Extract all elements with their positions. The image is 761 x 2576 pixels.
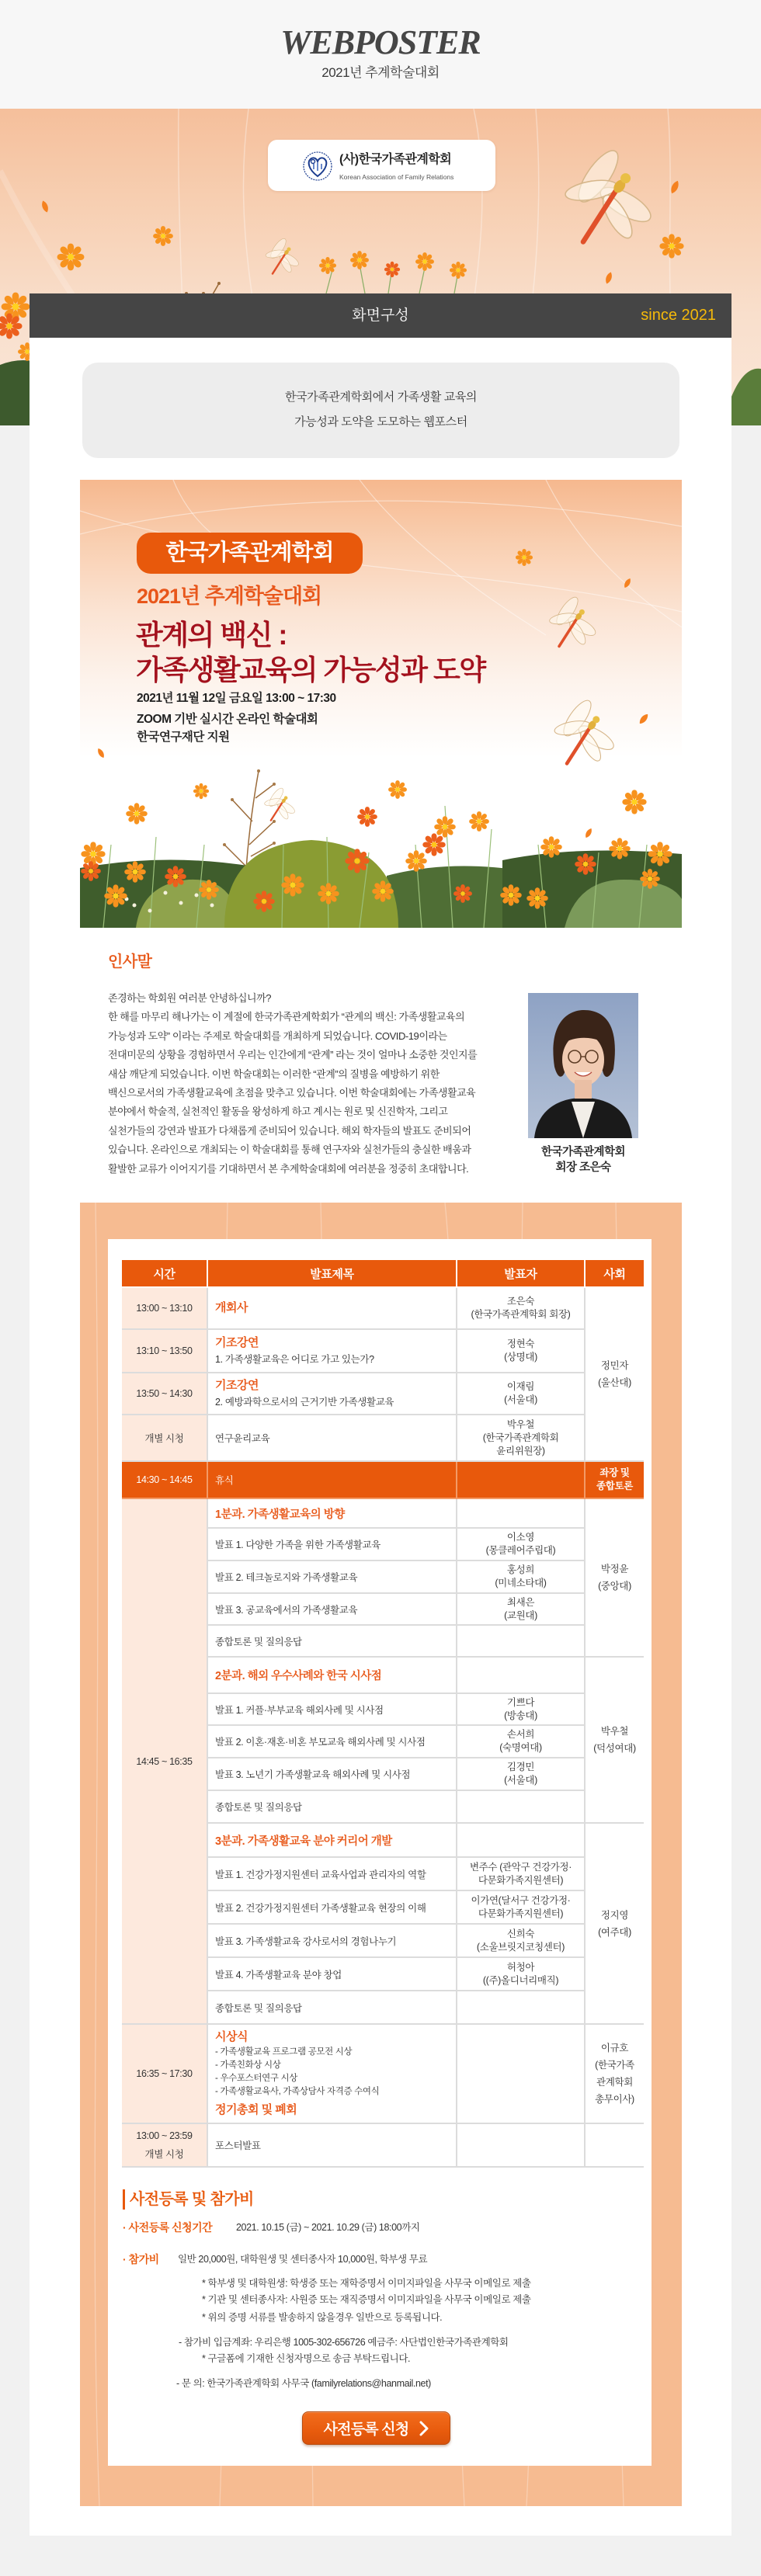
presenter-affiliation: (한국가족관계학회: [482, 1432, 559, 1443]
presenter-cell: [457, 1561, 585, 1593]
talk-title: 발표 3. 공교육에서의 가족생활교육: [207, 1593, 457, 1625]
page-header: [0, 0, 761, 109]
presenter-affiliation: (서울대): [504, 1775, 537, 1786]
greeting-line: 실천가들의 강연과 발표가 다채롭게 준비되어 있습니다. 해외 학자들의 발표도 준비되어: [108, 1124, 471, 1137]
time-cell: 13:50 ~ 14:30: [122, 1373, 207, 1415]
talk-title: 발표 3. 가족생활교육 강사로서의 경험나누기: [207, 1924, 457, 1957]
presenter-affiliation: (상명대): [504, 1352, 537, 1363]
moderator-affiliation: (여주대): [598, 1926, 631, 1938]
talk-title: 발표 4. 가족생활교육 분야 창업: [207, 1957, 457, 1991]
talk-title: 발표 2. 건강가정지원센터 가족생활교육 현장의 이해: [207, 1890, 457, 1924]
presenter-name: 홍성희: [506, 1564, 535, 1575]
presenter-cell: [457, 1657, 585, 1693]
title-cell: 휴식: [207, 1461, 457, 1498]
title-cell: [207, 1287, 457, 1329]
heading-accent-bar: [123, 2189, 125, 2210]
talk-title: 발표 1. 커플·부부교육 해외사례 및 시사점: [207, 1693, 457, 1725]
presenter-affiliation: 윤리위원장): [496, 1445, 545, 1456]
presenter-cell: [457, 2123, 585, 2167]
keynote-title: 1. 가족생활교육은 어디로 가고 있는가?: [215, 1354, 374, 1365]
program-section: [80, 1203, 682, 2506]
greeting-line: 존경하는 학회원 여러분 안녕하십니까?: [108, 992, 271, 1004]
discussion-title: 종합토론 및 질의응답: [207, 1790, 457, 1823]
registration-period-value: 2021. 10.15 (금) ~ 2021. 10.29 (금) 18:00까지: [236, 2222, 420, 2233]
chevron-right-icon: [419, 2421, 429, 2436]
presenter-cell: [457, 1991, 585, 2024]
family-emblem-icon: [302, 151, 333, 182]
time-cell: 16:35 ~ 17:30: [122, 2024, 207, 2123]
presenter-affiliation: ((주)올디너리매직): [482, 1974, 559, 1986]
greeting-line: 분야에서 학술적, 실천적인 활동을 왕성하게 하고 계시는 원로 및 신진학자, 그리고: [108, 1106, 448, 1118]
column-header-moderator: 사회: [585, 1260, 644, 1287]
time-range: 13:00 ~ 23:59: [136, 2130, 193, 2141]
preregister-button[interactable]: [302, 2411, 450, 2445]
moderator-cell: [585, 1498, 644, 1657]
column-header-time: 시간: [122, 1260, 207, 1287]
presenter-cell: [457, 1693, 585, 1725]
greeting-line: 한 해를 마무리 해나가는 이 계절에 한국가족관계학회가 “관계의 백신: 가족생활교육의: [108, 1011, 465, 1023]
event-name: 2021년 추계학술대회: [137, 585, 322, 608]
since-label: since 2021: [641, 307, 716, 324]
moderator-cell: [585, 1657, 644, 1823]
session-title: 3분과. 가족생활교육 분야 커리어 개발: [207, 1823, 457, 1857]
presenter-affiliation: (소울브릿지코칭센터): [476, 1941, 565, 1953]
presenter-cell: [457, 1857, 585, 1890]
table-row: [122, 1329, 644, 1373]
moderator-affiliation: (중앙대): [598, 1581, 631, 1592]
section-title-bar: [30, 293, 731, 338]
presenter-affiliation: 다문화가족지원센터): [478, 1908, 564, 1919]
presenter-name: 조은숙: [506, 1296, 535, 1307]
presenter-name: 변주수 (관악구 건강가정·: [469, 1861, 572, 1873]
moderator-name: 정민자: [600, 1360, 629, 1371]
session-header-row: [122, 1498, 644, 1528]
registration-heading: 사전등록 및 참가비: [130, 2191, 254, 2208]
greeting-line: 전대미문의 상황을 경험하면서 우리는 인간에게 “관계” 라는 것이 얼마나 소중한 것인지를: [108, 1049, 478, 1061]
keynote-title: 2. 예방과학으로서의 근거기반 가족생활교육: [215, 1397, 394, 1408]
presenter-affiliation: (숙명여대): [499, 1742, 542, 1753]
fee-label: · 참가비: [123, 2253, 159, 2265]
presenter-name: 손서희: [506, 1729, 535, 1740]
registration-period-label: · 사전등록 신청기간: [123, 2221, 213, 2234]
presenter-name: 허청아: [506, 1961, 535, 1973]
break-row: [122, 1461, 644, 1498]
moderator-role: 좌장 및: [599, 1467, 630, 1478]
organization-badge: 한국가족관계학회: [137, 533, 363, 574]
time-note: 개별 시청: [144, 2149, 184, 2160]
presenter-name: 이소영: [506, 1532, 535, 1543]
site-title: WEBPOSTER: [280, 23, 481, 61]
presenter-cell: [457, 1528, 585, 1561]
moderator-affiliation: 총무이사): [595, 2094, 634, 2105]
closing-label: 정기총회 및 폐회: [215, 2103, 297, 2116]
table-row: [122, 1287, 644, 1329]
moderator-name: 박정윤: [600, 1564, 629, 1574]
table-row: [122, 1415, 644, 1461]
presenter-affiliation: (미네소타대): [495, 1578, 547, 1588]
title-cell: [207, 1373, 457, 1415]
talk-title: 발표 1. 다양한 가족을 위한 가족생활교육: [207, 1528, 457, 1561]
greeting-line: 백신으로서의 가족생활교육에 초점을 맞추고 있습니다. 이번 학술대회에는 가족생활교육: [108, 1087, 476, 1099]
title-cell: [207, 2024, 457, 2123]
presenter-name: 최새은: [506, 1596, 535, 1608]
opening-label: 개회사: [215, 1301, 248, 1314]
talk-title: 발표 1. 건강가정지원센터 교육사업과 관리자의 역할: [207, 1857, 457, 1890]
title-cell: 연구윤리교육: [207, 1415, 457, 1461]
event-poster: [80, 480, 682, 928]
moderator-role: 종합토론: [596, 1481, 633, 1491]
moderator-affiliation: (한국가족: [595, 2060, 634, 2071]
award-list: [215, 2046, 456, 2099]
time-cell: 13:10 ~ 13:50: [122, 1329, 207, 1373]
moderator-cell: [585, 2024, 644, 2123]
title-cell: [207, 1329, 457, 1373]
time-cell: 14:45 ~ 16:35: [122, 1498, 207, 2024]
presenter-cell: [457, 1461, 585, 1498]
moderator-cell: [585, 1287, 644, 1461]
talk-title: 발표 3. 노년기 가족생활교육 해외사례 및 시사점: [207, 1758, 457, 1790]
event-support: 한국연구재단 지원: [137, 731, 230, 744]
presenter-cell: [457, 1373, 585, 1415]
column-header-title: 발표제목: [207, 1260, 457, 1287]
award-item: - 가족친화상 시상: [215, 2060, 281, 2070]
program-table: [122, 1260, 644, 2168]
title-cell: 포스터발표: [207, 2123, 457, 2167]
presenter-name: 신희숙: [506, 1928, 535, 1939]
presenter-name: 정현숙: [506, 1338, 535, 1349]
association-name-korean: (사)한국가족관계학회: [339, 153, 452, 166]
presenter-affiliation: (방송대): [504, 1710, 537, 1721]
caption-organization: 한국가족관계학회: [540, 1146, 626, 1158]
greeting-line: 활발한 교류가 이어지기를 기대하면서 본 추계학술대회에 여러분을 정중히 초대합니다.: [108, 1162, 469, 1175]
presenter-affiliation: (교원대): [504, 1609, 537, 1621]
talk-title: 발표 2. 테크놀로지와 가족생활교육: [207, 1561, 457, 1593]
greeting-line: 새삼 깨닫게 되었습니다. 이번 학술대회는 이러한 “관계”의 질병을 예방하기 위한: [108, 1068, 440, 1080]
presenter-affiliation: (서울대): [504, 1394, 537, 1405]
greeting-line: 있습니다. 온라인으로 개최되는 이 학술대회를 통해 연구자와 실천가들의 충실한 배움과: [108, 1144, 471, 1156]
moderator-name: 박우철: [600, 1726, 629, 1737]
moderator-name: 이규호: [600, 2043, 629, 2054]
intro-summary-box: [82, 363, 679, 458]
table-header-row: [122, 1260, 644, 1287]
poster-title-line2: 가족생활교육의 가능성과 도약: [136, 654, 485, 686]
fee-note: * 위의 증명 서류를 발송하지 않을경우 일반으로 등록됩니다.: [202, 2312, 443, 2323]
session-title: 1분과. 가족생활교육의 방향: [207, 1498, 457, 1528]
fee-note: * 학부생 및 대학원생: 학생증 또는 재학증명서 이미지파일을 사무국 이메일로 제출: [202, 2278, 531, 2289]
session-title: 2분과. 해외 우수사례와 한국 시사점: [207, 1657, 457, 1693]
presenter-affiliation: 다문화가족지원센터): [478, 1874, 564, 1886]
presenter-cell: [457, 1498, 585, 1528]
payment-note: * 구글폼에 기재한 신청자명으로 송금 부탁드립니다.: [202, 2353, 411, 2364]
fee-value: 일반 20,000원, 대학원생 및 센터종사자 10,000원, 학부생 무료: [178, 2254, 428, 2265]
award-item: - 우수포스터연구 시상: [215, 2074, 297, 2083]
moderator-cell: [585, 1823, 644, 2024]
presenter-name: 김경민: [506, 1762, 535, 1772]
talk-title: 발표 2. 이혼·재혼·비혼 부모교육 해외사례 및 시사점: [207, 1725, 457, 1758]
president-caption: [528, 1144, 638, 1175]
column-header-presenter: 발표자: [457, 1260, 585, 1287]
time-cell: 13:00 ~ 13:10: [122, 1287, 207, 1329]
time-cell: [122, 2123, 207, 2167]
award-item: - 가족생활교육사, 가족상담사 자격증 수여식: [215, 2087, 380, 2096]
presenter-name: 기쁘다: [506, 1696, 535, 1708]
presenter-cell: [457, 1593, 585, 1625]
intro-line: 가능성과 도약을 도모하는 웹포스터: [294, 415, 467, 429]
presenter-cell: [457, 1924, 585, 1957]
preregister-button-label: 사전등록 신청: [323, 2422, 409, 2438]
caption-name: 회장 조은숙: [555, 1161, 611, 1174]
greeting-message: [108, 989, 519, 1179]
event-format: ZOOM 기반 실시간 온라인 학술대회: [137, 713, 318, 726]
fee-note: * 기관 및 센터종사자: 사원증 또는 재직증명서 이미지파일을 사무국 이메일로 제출: [202, 2294, 531, 2305]
greeting-line: 가능성과 도약” 이라는 주제로 학술대회를 개최하게 되었습니다. COVID-19이라는: [108, 1029, 447, 1042]
event-date: 2021년 11월 12일 금요일 13:00 ~ 17:30: [137, 692, 336, 705]
moderator-affiliation: (울산대): [598, 1377, 631, 1388]
section-title: 화면구성: [352, 307, 409, 324]
moderator-cell: [585, 1461, 644, 1498]
presenter-name: 이재림: [506, 1381, 535, 1392]
presenter-cell: [457, 1725, 585, 1758]
poster-title-line1: 관계의 백신 :: [136, 619, 287, 651]
presenter-cell: [457, 1790, 585, 1823]
keynote-label: 기조강연: [215, 1379, 259, 1392]
presenter-cell: [457, 1329, 585, 1373]
presenter-name: 이가연(달서구 건강가정·: [471, 1894, 571, 1906]
intro-line: 한국가족관계학회에서 가족생활 교육의: [284, 391, 478, 404]
presenter-cell: [457, 1287, 585, 1329]
presenter-affiliation: (한국가족관계학회 회장): [471, 1309, 571, 1320]
contact-info: - 문 의: 한국가족관계학회 사무국 (familyrelations@hanmail.net): [176, 2378, 431, 2389]
presenter-cell: [457, 2024, 585, 2123]
presenter-affiliation: (몽클레어주립대): [485, 1545, 556, 1556]
association-name-english: Korean Association of Family Relations: [339, 173, 454, 181]
site-subtitle: 2021년 추계학술대회: [321, 65, 440, 80]
keynote-label: 기조강연: [215, 1336, 259, 1349]
moderator-affiliation: 관계학회: [596, 2077, 633, 2088]
payment-account: - 참가비 입금계좌: 우리은행 1005-302-656726 예금주: 사단법인한국가족관계학회: [179, 2337, 509, 2348]
presenter-cell: [457, 1758, 585, 1790]
moderator-name: 정지영: [600, 1909, 629, 1921]
moderator-cell: [585, 2123, 644, 2167]
table-row: [122, 2123, 644, 2167]
discussion-title: 종합토론 및 질의응답: [207, 1991, 457, 2024]
moderator-affiliation: (덕성여대): [593, 1743, 636, 1754]
presenter-cell: [457, 1625, 585, 1657]
greeting-heading: 인사말: [108, 953, 152, 970]
program-panel: [108, 1239, 652, 2466]
presenter-cell: [457, 1957, 585, 1991]
table-row: [122, 1373, 644, 1415]
award-label: 시상식: [215, 2030, 248, 2043]
presenter-cell: [457, 1415, 585, 1461]
time-cell: 개별 시청: [122, 1415, 207, 1461]
presenter-cell: [457, 1890, 585, 1924]
content-card: [30, 293, 731, 2536]
discussion-title: 종합토론 및 질의응답: [207, 1625, 457, 1657]
association-logo: [268, 140, 495, 191]
award-row: [122, 2024, 644, 2123]
time-cell: 14:30 ~ 14:45: [122, 1461, 207, 1498]
president-photo: [528, 993, 638, 1138]
presenter-cell: [457, 1823, 585, 1857]
award-item: - 가족생활교육 프로그램 공모전 시상: [215, 2047, 353, 2057]
presenter-name: 박우철: [506, 1418, 535, 1430]
